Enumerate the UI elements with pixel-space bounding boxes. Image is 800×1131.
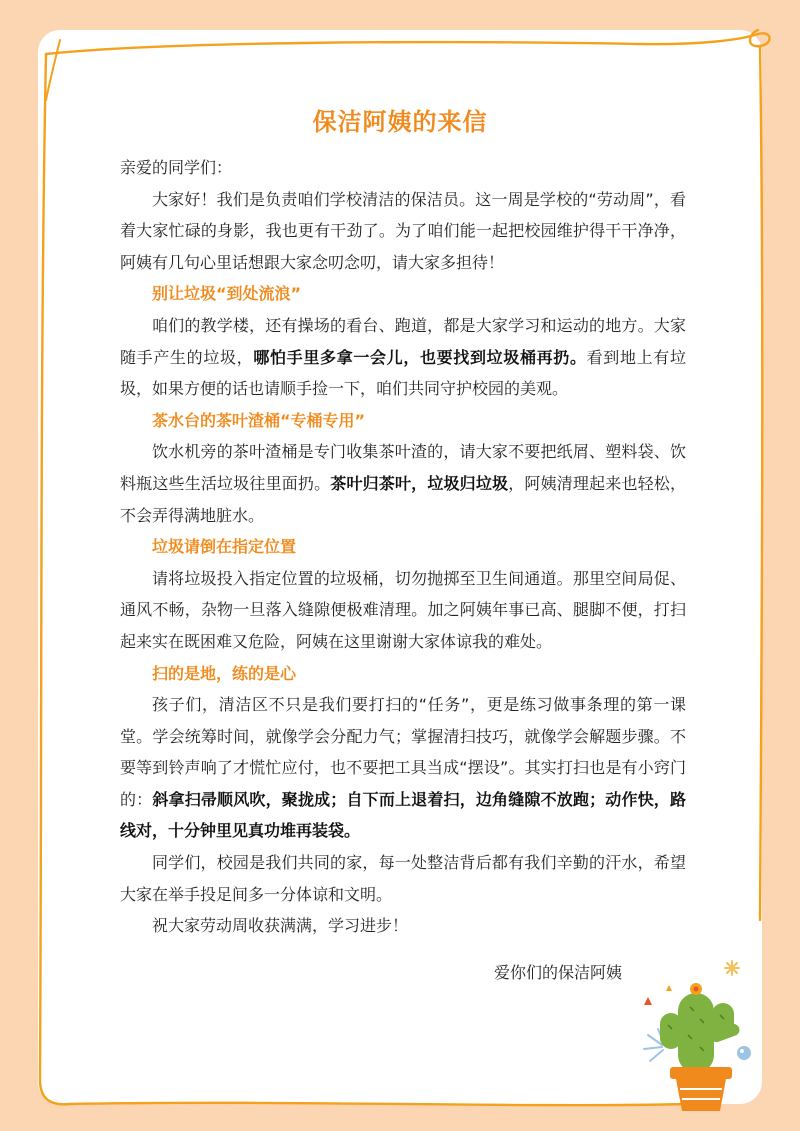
- letter-body: [120, 152, 686, 942]
- cactus-pot-icon: [640, 955, 760, 1115]
- section-paragraph: 咱们的教学楼，还有操场的看台、跑道，都是大家学习和运动的地方。大家随手产生的垃圾，哪怕手里多拿一会儿，也要找到垃圾桶再扔。看到地上有垃圾，如果方便的话也请顺手捡一下，咱们共同守护校园的美观。: [120, 315, 686, 399]
- signature: 爱你们的保洁阿姨: [494, 963, 623, 982]
- section-paragraph: 孩子们，清洁区不只是我们要打扫的“任务”，更是练习做事条理的第一课堂。学会统筹时间，就像学会分配力气；掌握清扫技巧，就像学会解题步骤。不要等到铃声响了才慌忙应付，也不要把工具当成“摆设”。其实打扫也是有小窍门的：斜拿扫帚顺风吹，聚拢成；自下而上退着扫，边角缝隙不放跑；动作快，路线对，十分钟里见真功堆再装袋。: [120, 695, 686, 841]
- section-paragraph: 饮水机旁的茶叶渣桶是专门收集茶叶渣的，请大家不要把纸屑、塑料袋、饮料瓶这些生活垃圾往里面扔。茶叶归茶叶，垃圾归垃圾，阿姨清理起来也轻松，不会弄得满地脏水。: [120, 442, 686, 525]
- closing-wish: 祝大家劳动周收获满满，学习进步！: [152, 916, 409, 936]
- closing-paragraph: 同学们，校园是我们共同的家，每一处整洁背后都有我们辛勤的汗水，希望大家在举手投足间多一分体谅和文明。: [120, 853, 686, 904]
- greeting: 亲爱的同学们：: [120, 158, 233, 177]
- bold-emphasis: 茶叶归茶叶，垃圾归垃圾: [330, 473, 509, 493]
- intro-paragraph: 大家好！我们是负责咱们学校清洁的保洁员。这一周是学校的“劳动周”，看着大家忙碌的身影，我也更有干劲了。为了咱们能一起把校园维护得干干净净，阿姨有几句心里话想跟大家念叨念叨，请大家多担待！: [120, 189, 686, 272]
- bold-emphasis: 斜拿扫帚顺风吹，聚拢成；自下而上退着扫，边角缝隙不放跑；动作快，路线对，十分钟里见真功堆再装袋。: [120, 789, 686, 841]
- letter-title: 保洁阿姨的来信: [312, 108, 488, 136]
- section-heading: 茶水台的茶叶渣桶“专桶专用”: [152, 410, 366, 430]
- section-paragraph: 请将垃圾投入指定位置的垃圾桶，切勿抛掷至卫生间通道。那里空间局促、通风不畅，杂物一旦落入缝隙便极难清理。加之阿姨年事已高、腿脚不便，打扫起来实在既困难又危险，阿姨在这里谢谢大家体谅我的难处。: [120, 568, 686, 651]
- section-heading: 扫的是地，练的是心: [152, 663, 297, 683]
- section-heading: 别让垃圾“到处流浪”: [152, 284, 302, 304]
- bold-emphasis: 哪怕手里多拿一会儿，也要找到垃圾桶再扔。: [253, 347, 587, 367]
- section-heading: 垃圾请倒在指定位置: [152, 537, 297, 557]
